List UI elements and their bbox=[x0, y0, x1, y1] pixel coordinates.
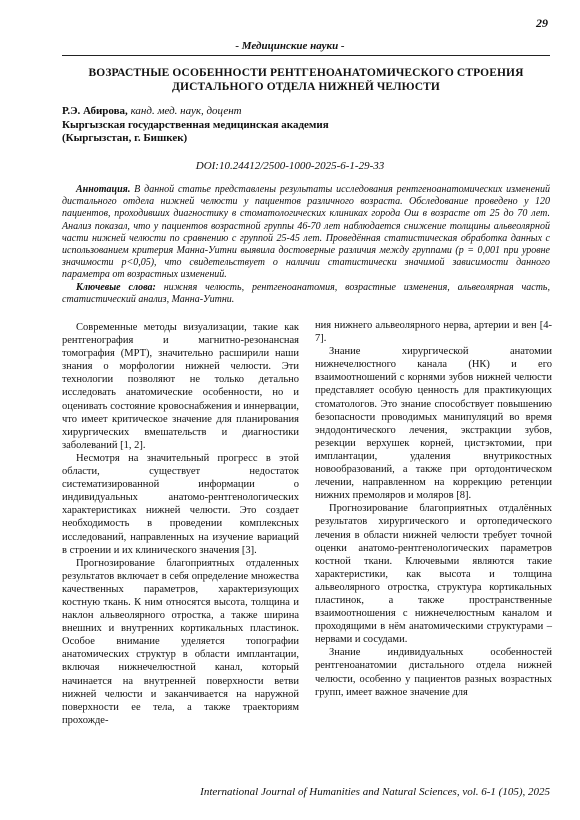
journal-footer: International Journal of Humanities and Natural Sciences, vol. 6-1 (105), 2025 bbox=[200, 786, 550, 798]
author-degree: канд. мед. наук, доцент bbox=[127, 105, 242, 117]
keywords-text: нижняя челюсть, рентгеноанатомия, возрастные изменения, альвеолярная часть, статистический анализ, Манна-Уитни. bbox=[62, 282, 550, 306]
paragraph: Современные методы визуализации, такие как рентгенография и магнитно-резонансная томография (МРТ), значительно расширили наши знания о морфологии нижней челюсти. Эти технологии позволяют не только детально исследовать анатомические особенности, но и оценивать состояние кровоснабжения и иннервации, что имеет критическое значение для планирования хирургических вмешательств и диагностики заболеваний [1, 2]. bbox=[62, 322, 299, 451]
paragraph-continued: ния нижнего альвеолярного нерва, артерии и вен [4-7]. bbox=[315, 320, 552, 345]
abstract bbox=[62, 184, 550, 282]
paragraph: Знание индивидуальных особенностей рентгеноанатомии дистального отдела нижней челюсти, особенно у пациентов разных возрастных групп, имеет важное значение для bbox=[315, 647, 552, 698]
paragraph: Несмотря на значительный прогресс в этой области, существует недостаток систематизированной информации о индивидуальных анатомо-рентгенологических характеристиках нижней челюсти. Это создает необходимость в проведении комплексных исследований, направленных на изучение вариаций в строении и их клинического значения [3]. bbox=[62, 452, 299, 556]
left-column bbox=[62, 321, 299, 727]
article-title: ВОЗРАСТНЫЕ ОСОБЕННОСТИ РЕНТГЕНОАНАТОМИЧЕСКОГО СТРОЕНИЯ ДИСТАЛЬНОГО ОТДЕЛА НИЖНЕЙ ЧЕЛЮСТИ bbox=[88, 67, 524, 93]
keywords-label: Ключевые слова: bbox=[76, 282, 156, 293]
right-column bbox=[315, 319, 552, 699]
page-number: 29 bbox=[536, 16, 548, 30]
author-name: Р.Э. Абирова, bbox=[62, 105, 128, 117]
paragraph: Прогнозирование благоприятных отдаленных результатов включает в себя определение множества качественных параметров, характеризующих костную ткань. К ним относятся высота, толщина и наклон альвеолярного отростка, а также ширина внешних и внутренних кортикальных пластинок. Особое внимание уделяется топографии анатомических структур в области имплантации, включая нижнечелюстной канал, который начинается на внутренней поверхности ветви нижней челюсти и заканчивается на наружной поверхности ее тела, а также траекториям прохожде- bbox=[62, 557, 299, 726]
keywords bbox=[62, 282, 550, 306]
author-line bbox=[62, 105, 329, 119]
abstract-text: В данной статье представлены результаты исследования рентгеноанатомических изменений дистального отдела нижней челюсти у пациентов различного возраста. Обследование проведено у 120 пациентов, проходивших диагностику в стоматологических клиниках города Ош в возрасте от 25 до 70 лет. Анализ показал, что у пациентов возрастной группы 46-70 лет наблюдается снижение толщины альвеолярной части нижней челюсти по сравнению с группой 25-45 лет. Проведённая статистическая обработка данных с использованием критерия Манна-Уитни выявила достоверные различия между группами (p = 0,001 при уровне значимости p<0,05), что свидетельствует о наличии статистически значимой зависимости данного параметра от возрастных изменений. bbox=[62, 184, 550, 281]
author-block bbox=[62, 105, 329, 146]
affiliation: Кыргызская государственная медицинская академия bbox=[62, 118, 329, 131]
doi: DOI:10.24412/2500-1000-2025-6-1-29-33 bbox=[195, 160, 385, 172]
abstract-label: Аннотация. bbox=[76, 184, 131, 195]
paragraph: Знание хирургической анатомии нижнечелюстного канала (НК) и его взаимоотношений с корнями зубов нижней челюсти представляет особую ценность для практикующих стоматологов. Это знание способствует повышению безопасности проводимых манипуляций во время эндодонтического лечения, экстракции зубов, резекции верхушек корней, цистэктомии, при имплантации, удаления внутрикостных новообразований, а также при ортодонтическом лечении, направленном на коррекцию ретенции нижних премоляров и моляров [8]. bbox=[315, 346, 552, 502]
header-rule bbox=[62, 55, 550, 56]
paragraph: Прогнозирование благоприятных отдалённых результатов хирургического и ортопедического лечения в области нижней челюсти требует точной оценки анатомо-рентгенологических параметров костной ткани. Ключевыми являются такие характеристики, как высота и толщина альвеолярного отростка, структура кортикальных пластинок, а также пространственные взаимоотношения с нижнечелюстным каналом и проходящими в нём анатомическими структурами – нервами и сосудами. bbox=[315, 503, 552, 646]
section-header: - Медицинские науки - bbox=[235, 40, 345, 52]
affiliation-location: (Кыргызстан, г. Бишкек) bbox=[62, 132, 188, 144]
